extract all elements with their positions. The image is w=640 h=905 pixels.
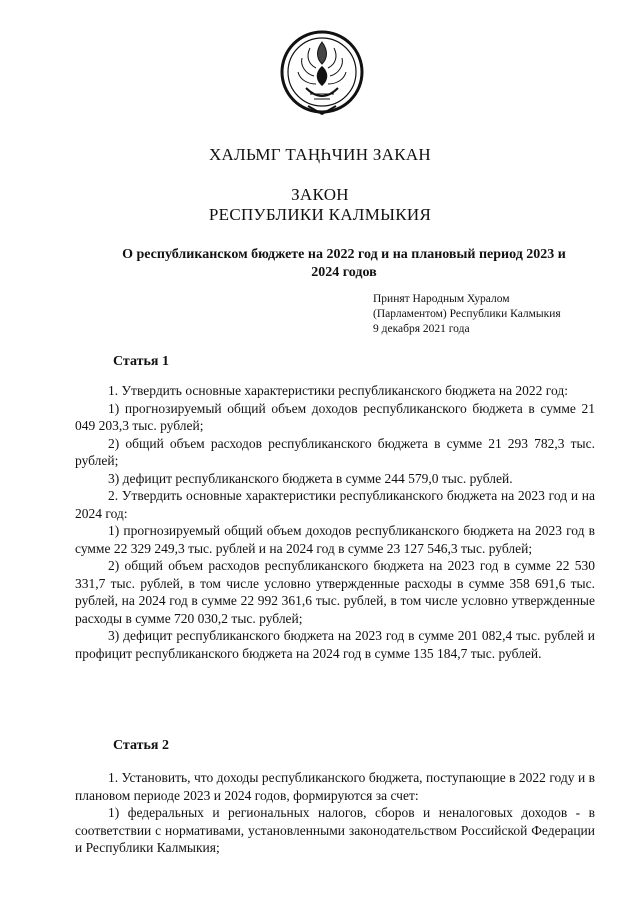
document-subtitle: О республиканском бюджете на 2022 год и на плановый период 2023 и 2024 годов <box>122 247 566 280</box>
adoption-date: 9 декабря 2021 года <box>373 323 470 335</box>
adoption-note <box>373 292 561 337</box>
paragraph: 2. Утвердить основные характеристики республиканского бюджета на 2023 год и на 2024 год: <box>75 488 595 521</box>
adoption-line: (Парламентом) Республики Калмыкия <box>373 308 561 320</box>
paragraph: 3) дефицит республиканского бюджета в сумме 244 579,0 тыс. рублей. <box>108 470 513 486</box>
emblem-icon <box>280 24 364 120</box>
paragraph: 1) федеральных и региональных налогов, сборов и неналоговых доходов - в соответствии с нормативами, установленными законодательством Российской Федерации и Республики Калмыкия; <box>75 805 595 855</box>
law-title: ЗАКОН <box>291 185 349 204</box>
paragraph: 3) дефицит республиканского бюджета на 2023 год в сумме 201 082,4 тыс. рублей и профицит республиканского бюджета на 2024 год в сумме 135 184,7 тыс. рублей. <box>75 628 595 661</box>
kalmyk-title: ХАЛЬМГ ТАҢҺЧИН ЗАКАН <box>208 145 432 164</box>
paragraph: 1) прогнозируемый общий объем доходов республиканского бюджета на 2023 год в сумме 22 329 249,3 тыс. рублей и на 2024 год в сумме 23 127 546,3 тыс. рублей; <box>75 523 595 556</box>
article-2-body <box>75 769 595 857</box>
article-1-body <box>75 382 595 662</box>
adoption-line: Принят Народным Хуралом <box>373 293 510 305</box>
paragraph: 1) прогнозируемый общий объем доходов республиканского бюджета в сумме 21 049 203,3 тыс. рублей; <box>75 400 595 433</box>
republic-title: РЕСПУБЛИКИ КАЛМЫКИЯ <box>208 205 432 224</box>
paragraph: 1. Утвердить основные характеристики республиканского бюджета на 2022 год: <box>108 383 568 398</box>
paragraph: 1. Установить, что доходы республиканского бюджета, поступающие в 2022 году и в плановом периоде 2023 и 2024 годов, формируются за счет: <box>75 770 595 803</box>
article-2-heading: Статья 2 <box>113 738 169 753</box>
paragraph: 2) общий объем расходов республиканского бюджета на 2023 год в сумме 22 530 331,7 тыс. рублей, в том числе условно утвержденные расходы в сумме 358 691,6 тыс. рублей, на 2024 год в сумме 22 992 361,6 тыс. рублей, в том числе условно утвержденные расходы в сумме 720 030,2 тыс. рублей; <box>75 558 595 626</box>
article-1-heading: Статья 1 <box>113 354 169 369</box>
paragraph: 2) общий объем расходов республиканского бюджета в сумме 21 293 782,3 тыс. рублей; <box>75 435 595 468</box>
